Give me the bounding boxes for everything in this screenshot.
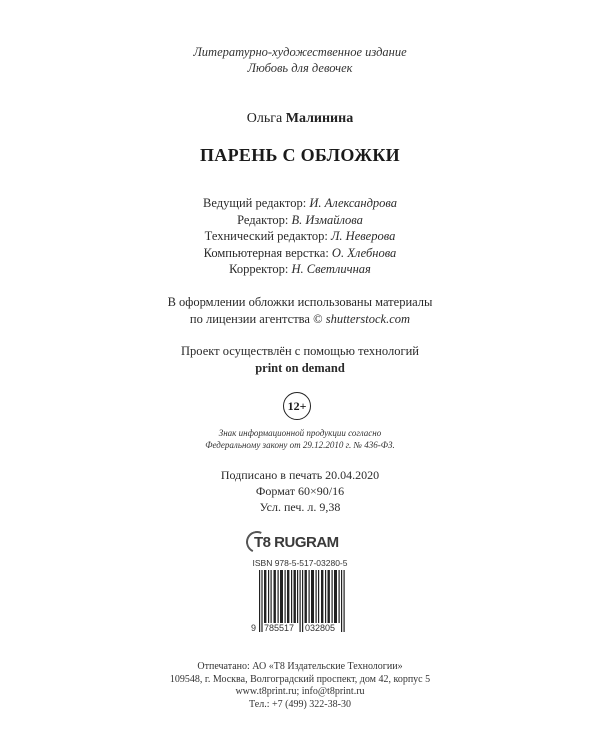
author-last-name: Малинина — [285, 111, 354, 126]
age-note-line: Знак информационной продукции согласно — [218, 428, 382, 438]
credit-person: Л. Неверова — [330, 229, 396, 243]
printer-phone: Тел.: +7 (499) 322-38-30 — [249, 698, 351, 710]
printer-name: Отпечатано: АО «Т8 Издательские Технологии» — [197, 661, 403, 672]
edition-type: Литературно-художественное издание — [193, 45, 407, 59]
pod-line: Проект осуществлён с помощью технологий — [181, 344, 419, 358]
barcode-first-digit: 9 — [251, 623, 257, 633]
pod-technology: print on demand — [255, 360, 345, 375]
author-first-name: Ольга — [246, 111, 283, 126]
cover-credits — [0, 294, 600, 327]
age-note-line: Федеральному закону от 29.12.2010 г. № 436-ФЗ. — [205, 440, 395, 450]
age-rating-note — [0, 427, 600, 451]
signed-date: Подписано в печать 20.04.2020 — [220, 468, 380, 482]
age-rating-badge: 12+ — [283, 392, 311, 420]
barcode-left-group: 785517 — [264, 623, 295, 633]
logo-text: T8 RUGRAM — [254, 534, 339, 551]
credit-person: В. Измайлова — [291, 212, 363, 227]
barcode-right-group: 032805 — [305, 623, 336, 633]
credit-role: Компьютерная верстка: — [203, 245, 329, 260]
license-text: по лицензии агентства © — [189, 311, 323, 326]
printer-info — [0, 661, 600, 711]
cover-note-line — [0, 311, 600, 328]
credit-person: Н. Светличная — [291, 262, 371, 276]
printed-sheets: Усл. печ. л. 9,38 — [259, 500, 341, 514]
print-details — [0, 467, 600, 515]
publisher-logo — [246, 531, 356, 553]
printer-address: 109548, г. Москва, Волгоградский проспект, дом 42, корпус 5 — [169, 673, 431, 685]
license-source: shutterstock.com — [325, 311, 411, 326]
credit-row — [0, 228, 600, 245]
credits-list — [0, 195, 600, 278]
series-block — [0, 44, 600, 76]
credit-person: О. Хлебнова — [331, 245, 397, 260]
book-title: ПАРЕНЬ С ОБЛОЖКИ — [200, 145, 400, 165]
credit-row — [0, 245, 600, 262]
credit-role: Корректор: — [229, 262, 289, 276]
print-on-demand-note — [0, 343, 600, 376]
credit-row — [0, 195, 600, 212]
credit-role: Редактор: — [237, 212, 289, 227]
credit-role: Технический редактор: — [204, 229, 328, 243]
credit-row — [0, 212, 600, 229]
credit-row — [0, 261, 600, 278]
series-name: Любовь для девочек — [247, 61, 353, 75]
author-name — [0, 110, 600, 128]
isbn-label: ISBN 978-5-517-03280-5 — [252, 558, 348, 568]
credit-person: И. Александрова — [309, 196, 397, 210]
cover-note-line: В оформлении обложки использованы материалы — [167, 295, 433, 309]
format: Формат 60×90/16 — [255, 484, 345, 498]
credit-role: Ведущий редактор: — [203, 196, 307, 210]
printer-web-email: www.t8print.ru; info@t8print.ru — [235, 686, 365, 697]
